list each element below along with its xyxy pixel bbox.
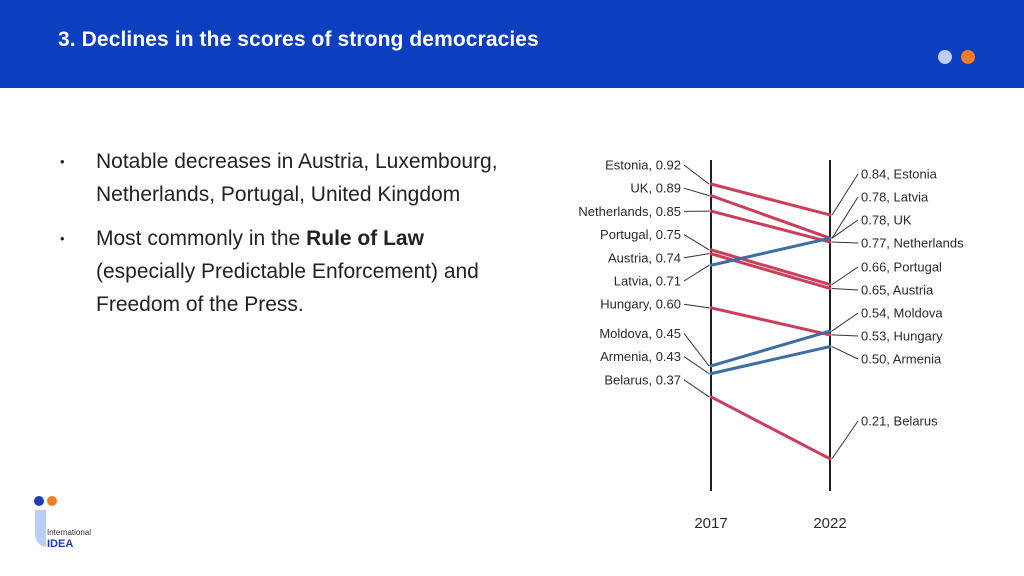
left-label-latvia: Latvia, 0.71 (613, 273, 681, 289)
bullet-item (60, 145, 500, 211)
leader-left-latvia (684, 265, 709, 281)
left-label-netherlands: Netherlands, 0.85 (578, 203, 681, 219)
leader-right-netherlands (832, 242, 858, 243)
right-label-uk: 0.78, UK (861, 212, 912, 228)
leader-left-moldova (684, 333, 709, 365)
leader-left-estonia (684, 165, 709, 184)
bullet-mark: • (60, 154, 65, 169)
leader-right-estonia (832, 174, 858, 215)
slope-line-austria (711, 254, 830, 289)
left-label-armenia: Armenia, 0.43 (600, 349, 681, 365)
leader-right-portugal (832, 267, 858, 285)
bullet-item (60, 222, 500, 321)
right-label-moldova: 0.54, Moldova (861, 305, 943, 321)
bullet-mark: • (60, 231, 65, 246)
left-label-hungary: Hungary, 0.60 (600, 296, 681, 312)
right-label-austria: 0.65, Austria (861, 282, 934, 298)
logo-shape (35, 510, 46, 547)
leader-right-latvia (832, 197, 858, 238)
header-bar (0, 0, 1024, 88)
leader-left-belarus (684, 380, 709, 397)
decorative-dot-light (938, 50, 952, 64)
leader-right-austria (832, 288, 858, 290)
leader-left-austria (684, 254, 709, 258)
logo-dot-orange (47, 496, 57, 506)
leader-right-uk (832, 220, 858, 238)
leader-right-armenia (832, 347, 858, 359)
logo-text-line1: International (47, 528, 92, 537)
leader-left-portugal (684, 235, 709, 250)
left-label-uk: UK, 0.89 (630, 180, 681, 196)
slope-chart (555, 145, 985, 545)
left-label-estonia: Estonia, 0.92 (605, 157, 681, 173)
bullet-text-post: (especially Predictable Enforcement) and Freedom of the Press. (96, 260, 479, 316)
slope-line-portugal (711, 250, 830, 285)
right-label-belarus: 0.21, Belarus (861, 413, 938, 429)
left-label-austria: Austria, 0.74 (608, 250, 681, 266)
slope-line-latvia (711, 238, 830, 265)
right-label-latvia: 0.78, Latvia (861, 189, 929, 205)
logo-text-line2: IDEA (47, 538, 74, 550)
leader-left-uk (684, 188, 709, 195)
leader-left-armenia (684, 357, 709, 374)
logo-dot-blue (34, 496, 44, 506)
page-title: 3. Declines in the scores of strong democracies (58, 28, 539, 51)
right-label-portugal: 0.66, Portugal (861, 259, 942, 275)
international-idea-logo (30, 495, 110, 555)
slope-line-belarus (711, 397, 830, 459)
leader-right-moldova (832, 313, 858, 331)
slope-line-estonia (711, 184, 830, 215)
bullet-text-pre: Most commonly in the (96, 227, 307, 250)
bullet-text-bold: Rule of Law (306, 227, 424, 250)
bullet-list (60, 145, 500, 332)
bullet-text: Notable decreases in Austria, Luxembourg, Netherlands, Portugal, United Kingdom (96, 150, 498, 206)
leader-right-belarus (832, 421, 858, 459)
left-label-moldova: Moldova, 0.45 (599, 325, 681, 341)
x-tick-2017: 2017 (694, 515, 728, 532)
decorative-dot-orange (961, 50, 975, 64)
left-label-portugal: Portugal, 0.75 (600, 227, 681, 243)
right-label-estonia: 0.84, Estonia (861, 166, 937, 182)
slope-line-hungary (711, 308, 830, 335)
x-tick-2022: 2022 (813, 515, 847, 532)
leader-right-hungary (832, 335, 858, 336)
left-label-belarus: Belarus, 0.37 (604, 372, 681, 388)
right-label-netherlands: 0.77, Netherlands (861, 235, 964, 251)
leader-left-hungary (684, 304, 709, 308)
right-label-armenia: 0.50, Armenia (861, 351, 942, 367)
right-label-hungary: 0.53, Hungary (861, 328, 943, 344)
